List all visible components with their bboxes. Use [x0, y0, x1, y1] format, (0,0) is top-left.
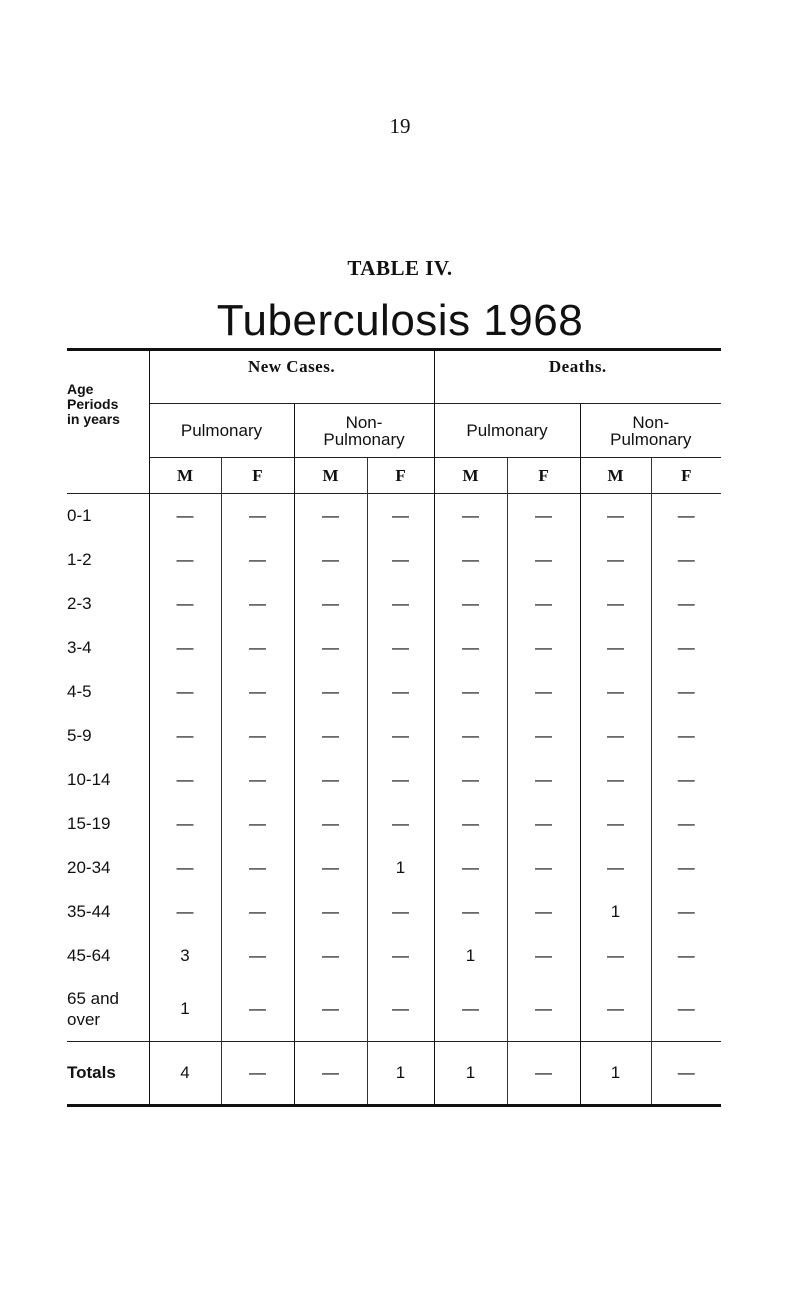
- table-cell: —: [651, 582, 721, 626]
- table-cell: —: [507, 846, 580, 890]
- table-cell: —: [149, 714, 221, 758]
- col-deaths-nonpul-f: F: [651, 458, 721, 494]
- table-cell: —: [149, 758, 221, 802]
- table-cell: —: [651, 802, 721, 846]
- age-period: 45-64: [67, 945, 111, 965]
- total-cell: 1: [367, 1042, 434, 1106]
- table-cell: —: [294, 758, 367, 802]
- tuberculosis-table: [67, 348, 721, 1107]
- table-cell: —: [149, 890, 221, 934]
- table-cell: —: [580, 670, 651, 714]
- table-cell: —: [434, 802, 507, 846]
- age-header-line-2: Periods: [67, 395, 119, 412]
- table-cell: —: [651, 626, 721, 670]
- table-cell: —: [149, 582, 221, 626]
- table-cell: —: [580, 846, 651, 890]
- table-cell: —: [221, 758, 294, 802]
- table-cell: —: [294, 714, 367, 758]
- table-cell: —: [507, 978, 580, 1042]
- table-cell: 1: [580, 890, 651, 934]
- totals-label: Totals: [67, 1042, 149, 1106]
- new-non-pulmonary-line-2: Pulmonary: [323, 429, 405, 449]
- table-cell: —: [294, 934, 367, 978]
- table-cell: —: [507, 626, 580, 670]
- deaths-non-pulmonary-line-1: Non-: [632, 412, 670, 432]
- age-period: 0-1: [67, 505, 92, 525]
- table-cell: —: [221, 802, 294, 846]
- table-row: [67, 538, 721, 582]
- table-cell: —: [149, 802, 221, 846]
- table-cell: —: [367, 978, 434, 1042]
- totals-row: [67, 1042, 721, 1106]
- table-row: [67, 582, 721, 626]
- table-cell: —: [367, 934, 434, 978]
- table-cell: —: [580, 494, 651, 538]
- table-row: [67, 978, 721, 1042]
- table-cell: —: [367, 538, 434, 582]
- table-row: [67, 890, 721, 934]
- table-cell: —: [651, 890, 721, 934]
- table-row: [67, 494, 721, 538]
- new-pulmonary-header: Pulmonary: [149, 404, 294, 458]
- table-row: [67, 758, 721, 802]
- table-cell: —: [580, 934, 651, 978]
- table-cell: —: [149, 494, 221, 538]
- total-cell: —: [507, 1042, 580, 1106]
- table-row: [67, 846, 721, 890]
- table-cell: —: [651, 758, 721, 802]
- table-cell: —: [367, 758, 434, 802]
- table-cell: —: [434, 494, 507, 538]
- table-cell: 1: [434, 934, 507, 978]
- table-cell: —: [367, 494, 434, 538]
- new-cases-header: New Cases.: [149, 350, 434, 404]
- table-row: [67, 626, 721, 670]
- table-cell: —: [651, 670, 721, 714]
- age-period-line-2: over: [67, 1010, 101, 1030]
- table-cell: —: [434, 978, 507, 1042]
- table-cell: —: [507, 934, 580, 978]
- table-cell: —: [507, 670, 580, 714]
- table-cell: —: [651, 934, 721, 978]
- table-cell: —: [149, 538, 221, 582]
- table-cell: —: [221, 714, 294, 758]
- col-new-nonpul-m: M: [294, 458, 367, 494]
- table-cell: —: [434, 538, 507, 582]
- table-cell: —: [367, 890, 434, 934]
- deaths-non-pulmonary-line-2: Pulmonary: [610, 429, 692, 449]
- mf-blank: [67, 458, 149, 494]
- table-cell: —: [221, 670, 294, 714]
- table-cell: —: [651, 846, 721, 890]
- table-cell: —: [507, 758, 580, 802]
- table-cell: —: [580, 758, 651, 802]
- table-cell: —: [507, 582, 580, 626]
- table-row: [67, 934, 721, 978]
- total-cell: 1: [434, 1042, 507, 1106]
- table-cell: —: [651, 978, 721, 1042]
- age-period: 4-5: [67, 681, 92, 701]
- table-cell: —: [507, 494, 580, 538]
- page-title: Tuberculosis 1968: [216, 296, 584, 345]
- new-non-pulmonary-line-1: Non-: [345, 412, 383, 432]
- table-cell: —: [580, 714, 651, 758]
- total-cell: 1: [580, 1042, 651, 1106]
- table-body: [67, 494, 721, 1042]
- table-row: [67, 802, 721, 846]
- table-cell: —: [434, 714, 507, 758]
- table-cell: 3: [149, 934, 221, 978]
- age-period: 15-19: [67, 813, 111, 833]
- table-cell: —: [434, 890, 507, 934]
- table-cell: —: [221, 934, 294, 978]
- age-header-line-3: in years: [67, 410, 120, 427]
- col-deaths-pul-m: M: [434, 458, 507, 494]
- table-cell: —: [580, 538, 651, 582]
- table-cell: —: [367, 582, 434, 626]
- table-cell: —: [294, 978, 367, 1042]
- table-label: TABLE IV.: [347, 256, 453, 280]
- table-cell: —: [221, 494, 294, 538]
- table-cell: —: [294, 802, 367, 846]
- age-header-line-1: Age: [67, 380, 94, 397]
- total-cell: 4: [149, 1042, 221, 1106]
- table-cell: —: [434, 846, 507, 890]
- table-cell: —: [294, 846, 367, 890]
- table-cell: —: [221, 538, 294, 582]
- table-cell: —: [294, 538, 367, 582]
- age-period: 35-44: [67, 901, 111, 921]
- table-cell: —: [507, 802, 580, 846]
- table-cell: 1: [149, 978, 221, 1042]
- table-cell: —: [221, 846, 294, 890]
- table-cell: —: [294, 890, 367, 934]
- new-non-pulmonary-header: [294, 404, 434, 458]
- table-cell: —: [294, 670, 367, 714]
- total-cell: —: [651, 1042, 721, 1106]
- table-cell: —: [434, 582, 507, 626]
- table-row: [67, 670, 721, 714]
- deaths-pulmonary-header: Pulmonary: [434, 404, 580, 458]
- table-cell: —: [580, 802, 651, 846]
- table-cell: —: [507, 538, 580, 582]
- deaths-header: Deaths.: [434, 350, 721, 404]
- table-cell: —: [651, 538, 721, 582]
- total-cell: —: [294, 1042, 367, 1106]
- table-cell: —: [367, 802, 434, 846]
- table-cell: —: [221, 978, 294, 1042]
- table-cell: —: [294, 582, 367, 626]
- age-period: 2-3: [67, 593, 92, 613]
- table-cell: —: [580, 582, 651, 626]
- table-cell: —: [434, 626, 507, 670]
- age-period-line-1: 65 and: [67, 989, 119, 1009]
- table-cell: —: [434, 670, 507, 714]
- col-new-pul-m: M: [149, 458, 221, 494]
- table-cell: —: [294, 626, 367, 670]
- table-cell: —: [507, 714, 580, 758]
- col-deaths-pul-f: F: [507, 458, 580, 494]
- table-cell: —: [367, 670, 434, 714]
- col-deaths-nonpul-m: M: [580, 458, 651, 494]
- table-cell: —: [651, 494, 721, 538]
- table-row: [67, 714, 721, 758]
- deaths-non-pulmonary-header: [580, 404, 721, 458]
- table-cell: —: [651, 714, 721, 758]
- age-period: 3-4: [67, 637, 92, 657]
- age-periods-header: [67, 350, 149, 458]
- table-cell: —: [149, 846, 221, 890]
- table-cell: —: [507, 890, 580, 934]
- table-cell: 1: [367, 846, 434, 890]
- table-cell: —: [580, 978, 651, 1042]
- table-cell: —: [580, 626, 651, 670]
- table-cell: —: [367, 626, 434, 670]
- table-cell: —: [149, 670, 221, 714]
- table-cell: —: [221, 582, 294, 626]
- table-cell: —: [221, 890, 294, 934]
- age-period: [67, 978, 149, 1042]
- age-period: 1-2: [67, 549, 92, 569]
- table-cell: —: [149, 626, 221, 670]
- col-new-pul-f: F: [221, 458, 294, 494]
- total-cell: —: [221, 1042, 294, 1106]
- age-period: 10-14: [67, 769, 111, 789]
- col-new-nonpul-f: F: [367, 458, 434, 494]
- age-period: 20-34: [67, 857, 111, 877]
- page-number: 19: [389, 114, 411, 138]
- table-cell: —: [221, 626, 294, 670]
- table-cell: —: [294, 494, 367, 538]
- table-cell: —: [367, 714, 434, 758]
- age-period: 5-9: [67, 725, 92, 745]
- table-cell: —: [434, 758, 507, 802]
